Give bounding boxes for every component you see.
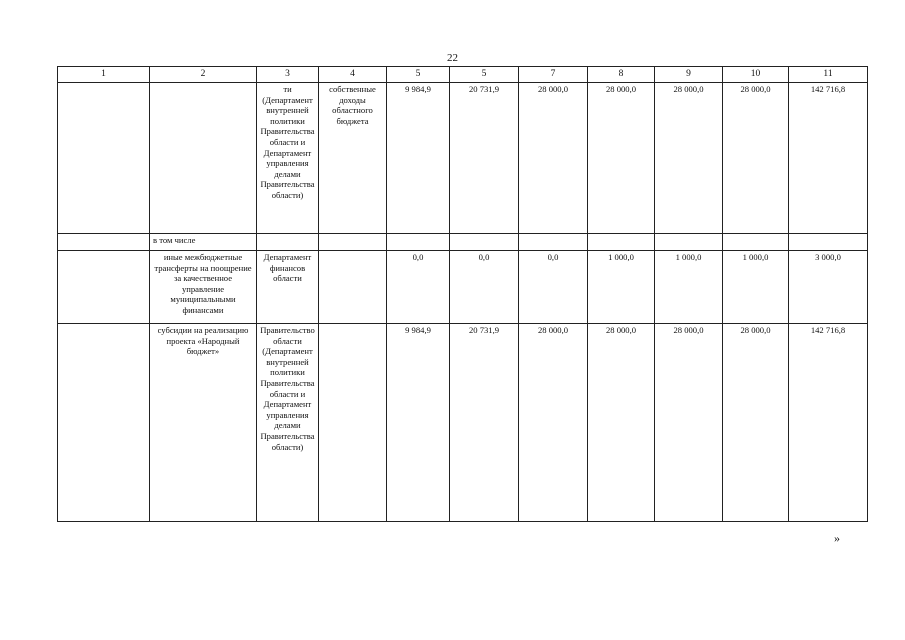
- value-cell: [588, 234, 655, 251]
- column-header: 3: [257, 67, 319, 83]
- value-cell: 28 000,0: [723, 83, 789, 234]
- total-cell: [789, 234, 868, 251]
- row-number-cell: [58, 324, 150, 522]
- value-cell: 28 000,0: [655, 83, 723, 234]
- value-cell: 0,0: [387, 251, 450, 324]
- funding-source-cell: собственные доходы областного бюджета: [319, 83, 387, 234]
- value-cell: 20 731,9: [450, 83, 519, 234]
- value-cell: 28 000,0: [519, 83, 588, 234]
- value-cell: 1 000,0: [655, 251, 723, 324]
- column-header: 5: [450, 67, 519, 83]
- value-cell: [387, 234, 450, 251]
- value-cell: [450, 234, 519, 251]
- executor-cell: Правительство области (Департамент внутренней политики Правительства области и Департамент управления делами Правительства области): [257, 324, 319, 522]
- value-cell: 1 000,0: [723, 251, 789, 324]
- value-cell: 0,0: [450, 251, 519, 324]
- funding-source-cell: [319, 251, 387, 324]
- value-cell: [723, 234, 789, 251]
- column-header: 9: [655, 67, 723, 83]
- item-name-cell: иные межбюджетные трансферты на поощрение за качественное управление муниципальными финансами: [150, 251, 257, 324]
- executor-cell: [257, 234, 319, 251]
- value-cell: 28 000,0: [588, 324, 655, 522]
- value-cell: 9 984,9: [387, 324, 450, 522]
- table-row: [58, 251, 868, 324]
- table-row: [58, 83, 868, 234]
- value-cell: [655, 234, 723, 251]
- value-cell: 0,0: [519, 251, 588, 324]
- column-header: 10: [723, 67, 789, 83]
- total-cell: 142 716,8: [789, 83, 868, 234]
- value-cell: 9 984,9: [387, 83, 450, 234]
- column-number-row: [58, 67, 868, 83]
- table-row: [58, 324, 868, 522]
- value-cell: 28 000,0: [588, 83, 655, 234]
- funding-source-cell: [319, 234, 387, 251]
- item-name-cell: [150, 83, 257, 234]
- value-cell: 28 000,0: [655, 324, 723, 522]
- column-header: 1: [58, 67, 150, 83]
- executor-cell: ти (Департамент внутренней политики Правительства области и Департамент управления делами Правительства области): [257, 83, 319, 234]
- total-cell: 3 000,0: [789, 251, 868, 324]
- column-header: 11: [789, 67, 868, 83]
- column-header: 4: [319, 67, 387, 83]
- value-cell: [519, 234, 588, 251]
- executor-cell: Департамент финансов области: [257, 251, 319, 324]
- column-header: 7: [519, 67, 588, 83]
- value-cell: 28 000,0: [723, 324, 789, 522]
- budget-table: [57, 66, 868, 522]
- closing-quote-mark: »: [834, 531, 840, 545]
- funding-source-cell: [319, 324, 387, 522]
- row-number-cell: [58, 83, 150, 234]
- row-number-cell: [58, 234, 150, 251]
- column-header: 8: [588, 67, 655, 83]
- row-number-cell: [58, 251, 150, 324]
- item-name-cell: субсидии на реализацию проекта «Народный бюджет»: [150, 324, 257, 522]
- value-cell: 20 731,9: [450, 324, 519, 522]
- value-cell: 1 000,0: [588, 251, 655, 324]
- column-header: 5: [387, 67, 450, 83]
- total-cell: 142 716,8: [789, 324, 868, 522]
- page-number: 22: [447, 52, 458, 64]
- column-header: 2: [150, 67, 257, 83]
- table-row: [58, 234, 868, 251]
- value-cell: 28 000,0: [519, 324, 588, 522]
- item-name-cell: в том числе: [150, 234, 257, 251]
